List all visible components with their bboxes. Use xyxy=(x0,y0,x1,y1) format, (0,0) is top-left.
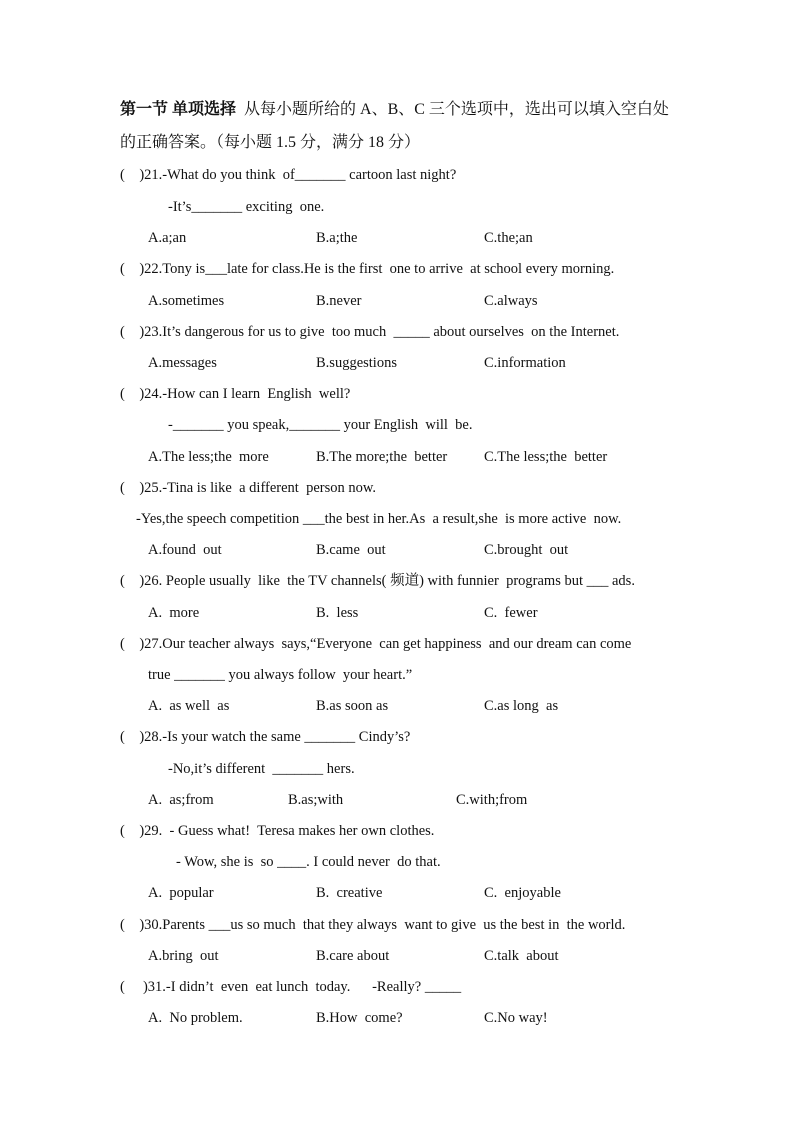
question-28 xyxy=(120,728,410,746)
option-a: A.found out xyxy=(148,542,222,558)
question-stem: 23.It’s dangerous for us to give too much _____ about ourselves on the Internet. xyxy=(144,324,620,340)
question-continuation: -Yes,the speech competition ___the best in her.As a result,she is more active now. xyxy=(136,511,622,527)
question-31 xyxy=(120,978,461,996)
question-stem: 22.Tony is___late for class.He is the first one to arrive at school every morning. xyxy=(144,261,615,277)
option-c: C. fewer xyxy=(484,605,538,621)
question-continuation: -No,it’s different _______ hers. xyxy=(168,761,355,777)
question-stem: 31.-I didn’t even eat lunch today. -Really? _____ xyxy=(147,979,462,995)
option-a: A.The less;the more xyxy=(148,449,269,465)
question-23 xyxy=(120,323,619,341)
option-b: B.as;with xyxy=(288,792,344,808)
option-b: B.as soon as xyxy=(316,698,389,714)
option-b: B.How come? xyxy=(316,1010,403,1026)
question-24 xyxy=(120,385,350,403)
option-c: C.No way! xyxy=(484,1010,548,1026)
option-c: C.information xyxy=(484,355,566,371)
question-stem: 30.Parents ___us so much that they always want to give us the best in the world. xyxy=(144,917,626,933)
question-stem: 27.Our teacher always says,“Everyone can get happiness and our dream can come xyxy=(144,636,632,652)
option-c: C.with;from xyxy=(456,792,528,808)
option-a: A. as well as xyxy=(148,698,230,714)
answer-bracket[interactable]: ( ) xyxy=(120,917,145,933)
option-b: B.came out xyxy=(316,542,386,558)
question-stem: 25.-Tina is like a different person now. xyxy=(144,480,377,496)
question-30 xyxy=(120,916,625,934)
answer-bracket[interactable]: ( ) xyxy=(120,480,145,496)
option-b: B.care about xyxy=(316,948,390,964)
option-c: C.talk about xyxy=(484,948,559,964)
option-b: B. less xyxy=(316,605,359,621)
question-22 xyxy=(120,260,614,278)
answer-bracket[interactable]: ( ) xyxy=(120,167,145,183)
answer-bracket[interactable]: ( ) xyxy=(120,823,145,839)
question-stem: 26. People usually like the TV channels( 频道) with funnier programs but ___ ads. xyxy=(144,573,635,589)
option-b: B.suggestions xyxy=(316,355,397,371)
option-c: C.The less;the better xyxy=(484,449,608,465)
option-b: B.never xyxy=(316,293,362,309)
answer-bracket[interactable]: ( ) xyxy=(120,386,145,402)
question-continuation: -_______ you speak,_______ your English will be. xyxy=(168,417,473,433)
question-stem: 21.-What do you think of_______ cartoon last night? xyxy=(144,167,457,183)
answer-bracket[interactable]: ( ) xyxy=(120,573,145,589)
answer-bracket[interactable]: ( ) xyxy=(120,261,145,277)
option-a: A.bring out xyxy=(148,948,219,964)
question-25 xyxy=(120,479,376,497)
answer-bracket[interactable]: ( ) xyxy=(120,324,145,340)
option-c: C.brought out xyxy=(484,542,569,558)
section-instruction-b: 的正确答案。（每小题 1.5 分，满分 18 分） xyxy=(120,134,421,151)
question-21 xyxy=(120,166,456,184)
answer-bracket[interactable]: ( ) xyxy=(120,636,145,652)
option-c: C.as long as xyxy=(484,698,559,714)
option-a: A.messages xyxy=(148,355,217,371)
question-continuation: - Wow, she is so ____. I could never do that. xyxy=(176,854,441,870)
option-b: B. creative xyxy=(316,885,383,901)
section-title: 第一节 单项选择 xyxy=(120,101,237,118)
section-header-line-1 xyxy=(120,101,669,119)
answer-bracket[interactable]: ( ) xyxy=(120,979,148,995)
section-instruction-a: 从每小题所给的 A、B、C 三个选项中，选出可以填入空白处 xyxy=(244,101,669,118)
option-c: C.the;an xyxy=(484,230,533,246)
option-a: A. popular xyxy=(148,885,214,901)
question-continuation: true _______ you always follow your heart.” xyxy=(148,667,413,683)
option-b: B.a;the xyxy=(316,230,358,246)
option-b: B.The more;the better xyxy=(316,449,448,465)
option-c: C. enjoyable xyxy=(484,885,561,901)
option-a: A. as;from xyxy=(148,792,214,808)
question-27 xyxy=(120,635,631,653)
option-c: C.always xyxy=(484,293,538,309)
option-a: A.a;an xyxy=(148,230,187,246)
option-a: A. No problem. xyxy=(148,1010,243,1026)
question-29 xyxy=(120,822,434,840)
option-a: A. more xyxy=(148,605,200,621)
question-continuation: -It’s_______ exciting one. xyxy=(168,199,325,215)
option-a: A.sometimes xyxy=(148,293,225,309)
question-stem: 29. - Guess what! Teresa makes her own clothes. xyxy=(144,823,435,839)
question-stem: 28.-Is your watch the same _______ Cindy’s? xyxy=(144,729,411,745)
question-stem: 24.-How can I learn English well? xyxy=(144,386,351,402)
answer-bracket[interactable]: ( ) xyxy=(120,729,145,745)
question-26 xyxy=(120,572,635,590)
